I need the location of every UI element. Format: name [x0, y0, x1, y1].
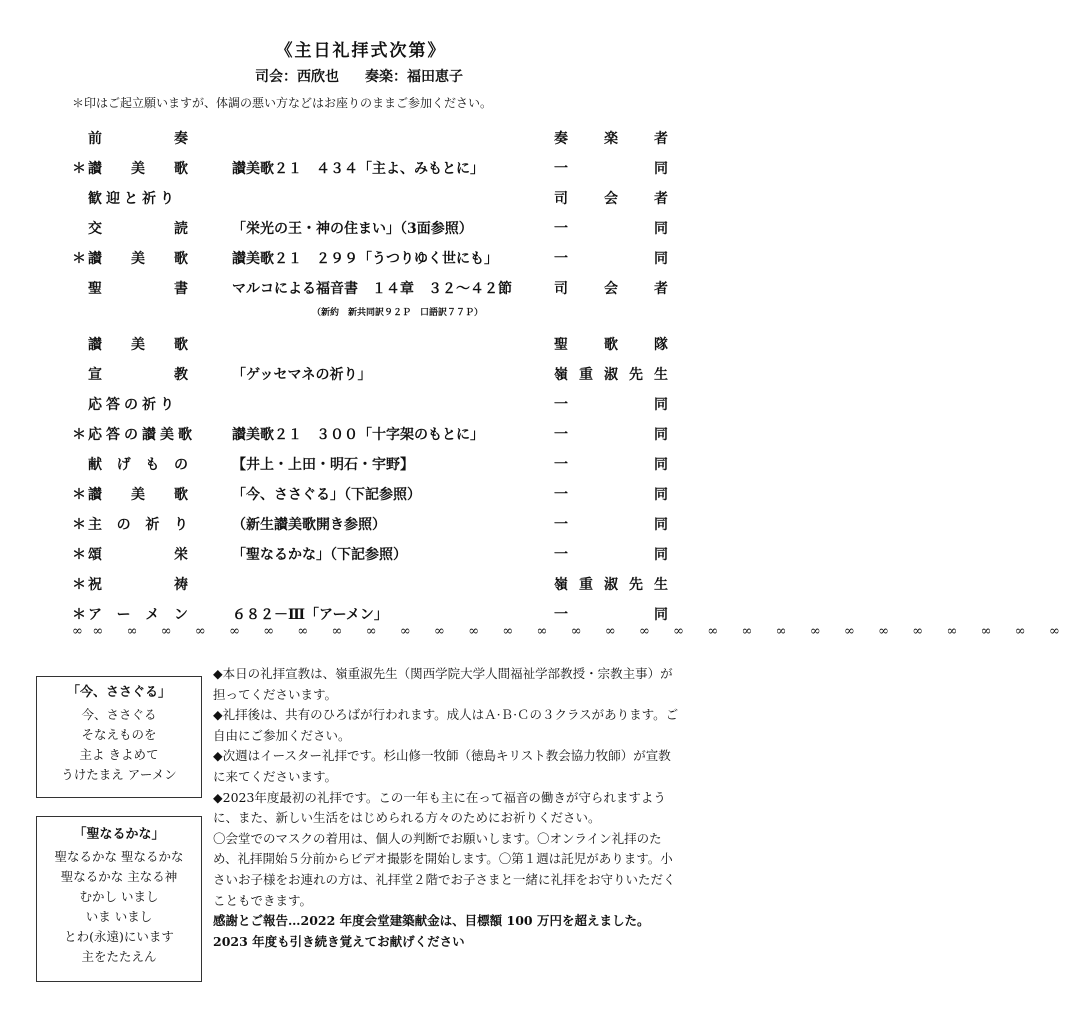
- standing-mark: ＊: [72, 547, 86, 563]
- order-row: [72, 128, 672, 152]
- order-item-role: 一 同: [554, 607, 668, 623]
- order-item-role: 司 会 者: [554, 191, 668, 207]
- standing-mark: ＊: [72, 607, 86, 623]
- hymn-box-title: 「今、ささぐる」: [66, 685, 171, 700]
- order-item-role: 嶺 重 淑 先 生: [554, 367, 668, 383]
- order-row: [72, 394, 672, 418]
- order-row: [72, 544, 672, 568]
- announcement: ◆次週はイースター礼拝です。杉山修一牧師（徳島キリスト教会協力牧師）が宣教に来てくださいます。: [213, 748, 671, 784]
- order-row: [72, 188, 672, 212]
- order-item-role: 一 同: [554, 427, 668, 443]
- order-item-name: 祝 祷: [88, 577, 188, 593]
- hymn-line: むかし いまし: [79, 889, 159, 904]
- presider-label: 司会：: [255, 69, 297, 85]
- hymn-line: 聖なるかな 聖なるかな: [54, 849, 184, 864]
- organ-name: 福田恵子: [407, 69, 463, 85]
- order-item-name: 献 げ も の: [88, 457, 188, 473]
- order-item-name: 讃 美 歌: [88, 487, 188, 503]
- order-row: [72, 424, 672, 448]
- order-item-role: 一 同: [554, 397, 668, 413]
- order-item-name: 主 の 祈 り: [88, 517, 188, 533]
- hymn-line: いま いまし: [85, 909, 153, 924]
- order-item-role: 一 同: [554, 547, 668, 563]
- order-item-name: 宣 教: [88, 367, 188, 383]
- order-item-role: 一 同: [554, 221, 668, 237]
- order-item-detail: 「栄光の王・神の住まい」（3面参照）: [232, 221, 473, 237]
- order-item-role: 一 同: [554, 487, 668, 503]
- order-item-role: 一 同: [554, 251, 668, 267]
- hymn-line: 聖なるかな 主なる神: [60, 869, 178, 884]
- hymn-box-ima-sasaguru: [36, 676, 202, 798]
- announcement: 〇会堂でのマスクの着用は、個人の判断でお願いします。〇オンライン礼拝のため、礼拝開始５分前からビデオ撮影を開始します。〇第１週は託児があります。小さいお子様をお連れの方は、礼拝堂２階でお子さまと一緒に礼拝をお守りいただくこともできます。: [213, 830, 676, 908]
- order-item-name: ア ー メ ン: [88, 607, 188, 623]
- order-item-detail: 【井上・上田・明石・宇野】: [232, 457, 414, 473]
- hymn-line: とわ(永遠)にいます: [64, 929, 174, 944]
- order-item-name: 歓迎と祈り: [88, 191, 178, 207]
- order-item-name: 交 読: [88, 221, 188, 237]
- announcement: ◆礼拝後は、共有のひろばが行われます。成人はＡ·Ｂ·Ｃの３クラスがあります。ご自由にご参加ください。: [213, 707, 679, 743]
- order-item-name: 讃 美 歌: [88, 251, 188, 267]
- order-item-role: 一 同: [554, 517, 668, 533]
- announcements: [213, 664, 683, 952]
- order-row: [72, 218, 672, 242]
- order-row: [72, 454, 672, 478]
- order-item-detail: 「ゲッセマネの祈り」: [232, 367, 372, 383]
- order-item-role: 奏 楽 者: [554, 131, 668, 147]
- order-item-role: 一 同: [554, 161, 668, 177]
- order-item-role: 一 同: [554, 457, 668, 473]
- standing-mark: ＊: [72, 577, 86, 593]
- order-item-role: 嶺 重 淑 先 生: [554, 577, 668, 593]
- order-item-detail: 讃美歌２１ ４３４「主よ、みもとに」: [232, 161, 484, 177]
- page-title: 《主日礼拝式次第》: [275, 41, 447, 61]
- order-item-role: 司 会 者: [554, 281, 668, 297]
- order-row: [72, 334, 672, 358]
- order-item-detail: マルコによる福音書 １４章 ３２～４２節: [232, 281, 512, 297]
- hymn-line: 主をたたえん: [81, 949, 157, 964]
- presider-name: 西欣也: [297, 69, 339, 85]
- order-item-detail: 「今、ささぐる」（下記参照）: [232, 487, 421, 503]
- hymn-line: 主よ きよめて: [79, 747, 159, 762]
- order-item-name: 応答の祈り: [88, 397, 178, 413]
- hymn-line: 今、ささぐる: [81, 707, 157, 722]
- order-item-name: 頌 栄: [88, 547, 188, 563]
- order-item-name: 聖 書: [88, 281, 188, 297]
- organ-label: 奏楽：: [365, 69, 407, 85]
- order-row: [72, 248, 672, 272]
- hymn-box-seinarukana: [36, 816, 202, 982]
- order-item-role: 聖 歌 隊: [554, 337, 668, 353]
- order-row: [72, 278, 672, 302]
- divider-line: ∞∞ ∞ ∞ ∞ ∞ ∞ ∞ ∞ ∞ ∞ ∞ ∞ ∞ ∞ ∞ ∞ ∞ ∞ ∞ ∞ ∞ ∞ ∞ ∞ ∞ ∞ ∞ ∞ ∞: [72, 624, 1069, 639]
- hymn-line: うけたまえ アーメン: [61, 767, 177, 782]
- order-row: [72, 514, 672, 538]
- order-item-name: 前 奏: [88, 131, 188, 147]
- announcement: ◆2023年度最初の礼拝です。この一年も主に在って福音の働きが守られますように、また、新しい生活をはじめられる方々のためにお祈りください。: [213, 789, 666, 826]
- order-row: [72, 364, 672, 388]
- order-item-detail: 「聖なるかな」（下記参照）: [232, 547, 407, 563]
- order-row: [72, 158, 672, 182]
- order-item-detail: 讃美歌２１ ３００「十字架のもとに」: [232, 427, 484, 443]
- order-item-name: 讃 美 歌: [88, 161, 188, 177]
- order-row: [72, 484, 672, 508]
- hosts-line: [255, 66, 463, 86]
- announcement: ◆本日の礼拝宣教は、嶺重淑先生（関西学院大学人間福祉学部教授・宗教主事）が担ってくださいます。: [213, 666, 673, 702]
- standing-mark: ＊: [72, 427, 86, 443]
- order-item-detail: ６８２－Ⅲ「アーメン」: [232, 607, 388, 623]
- standing-mark: ＊: [72, 161, 86, 177]
- closing-report: 感謝とご報告…2022 年度会堂建築献金は、目標額 100 万円を超えました。2023 年度も引き続き覚えてお献げください: [213, 913, 650, 949]
- order-item-detail: 讃美歌２１ ２９９「うつりゆく世にも」: [232, 251, 498, 267]
- standing-mark: ＊: [72, 251, 86, 267]
- order-item-detail: （新生讃美歌開き参照）: [232, 517, 386, 533]
- standing-mark: ＊: [72, 487, 86, 503]
- order-row: [72, 574, 672, 598]
- scripture-reference: （新約 新共同訳９２Ｐ 口語訳７７Ｐ）: [312, 308, 484, 318]
- hymn-box-title: 「聖なるかな」: [73, 827, 165, 842]
- order-item-name: 讃 美 歌: [88, 337, 188, 353]
- standing-mark: ＊: [72, 517, 86, 533]
- standing-note: ＊印はご起立願いますが、体調の悪い方などはお座りのままご参加ください。: [72, 96, 493, 110]
- hymn-line: そなえものを: [81, 727, 157, 742]
- order-item-name: 応答の讃美歌: [88, 427, 196, 443]
